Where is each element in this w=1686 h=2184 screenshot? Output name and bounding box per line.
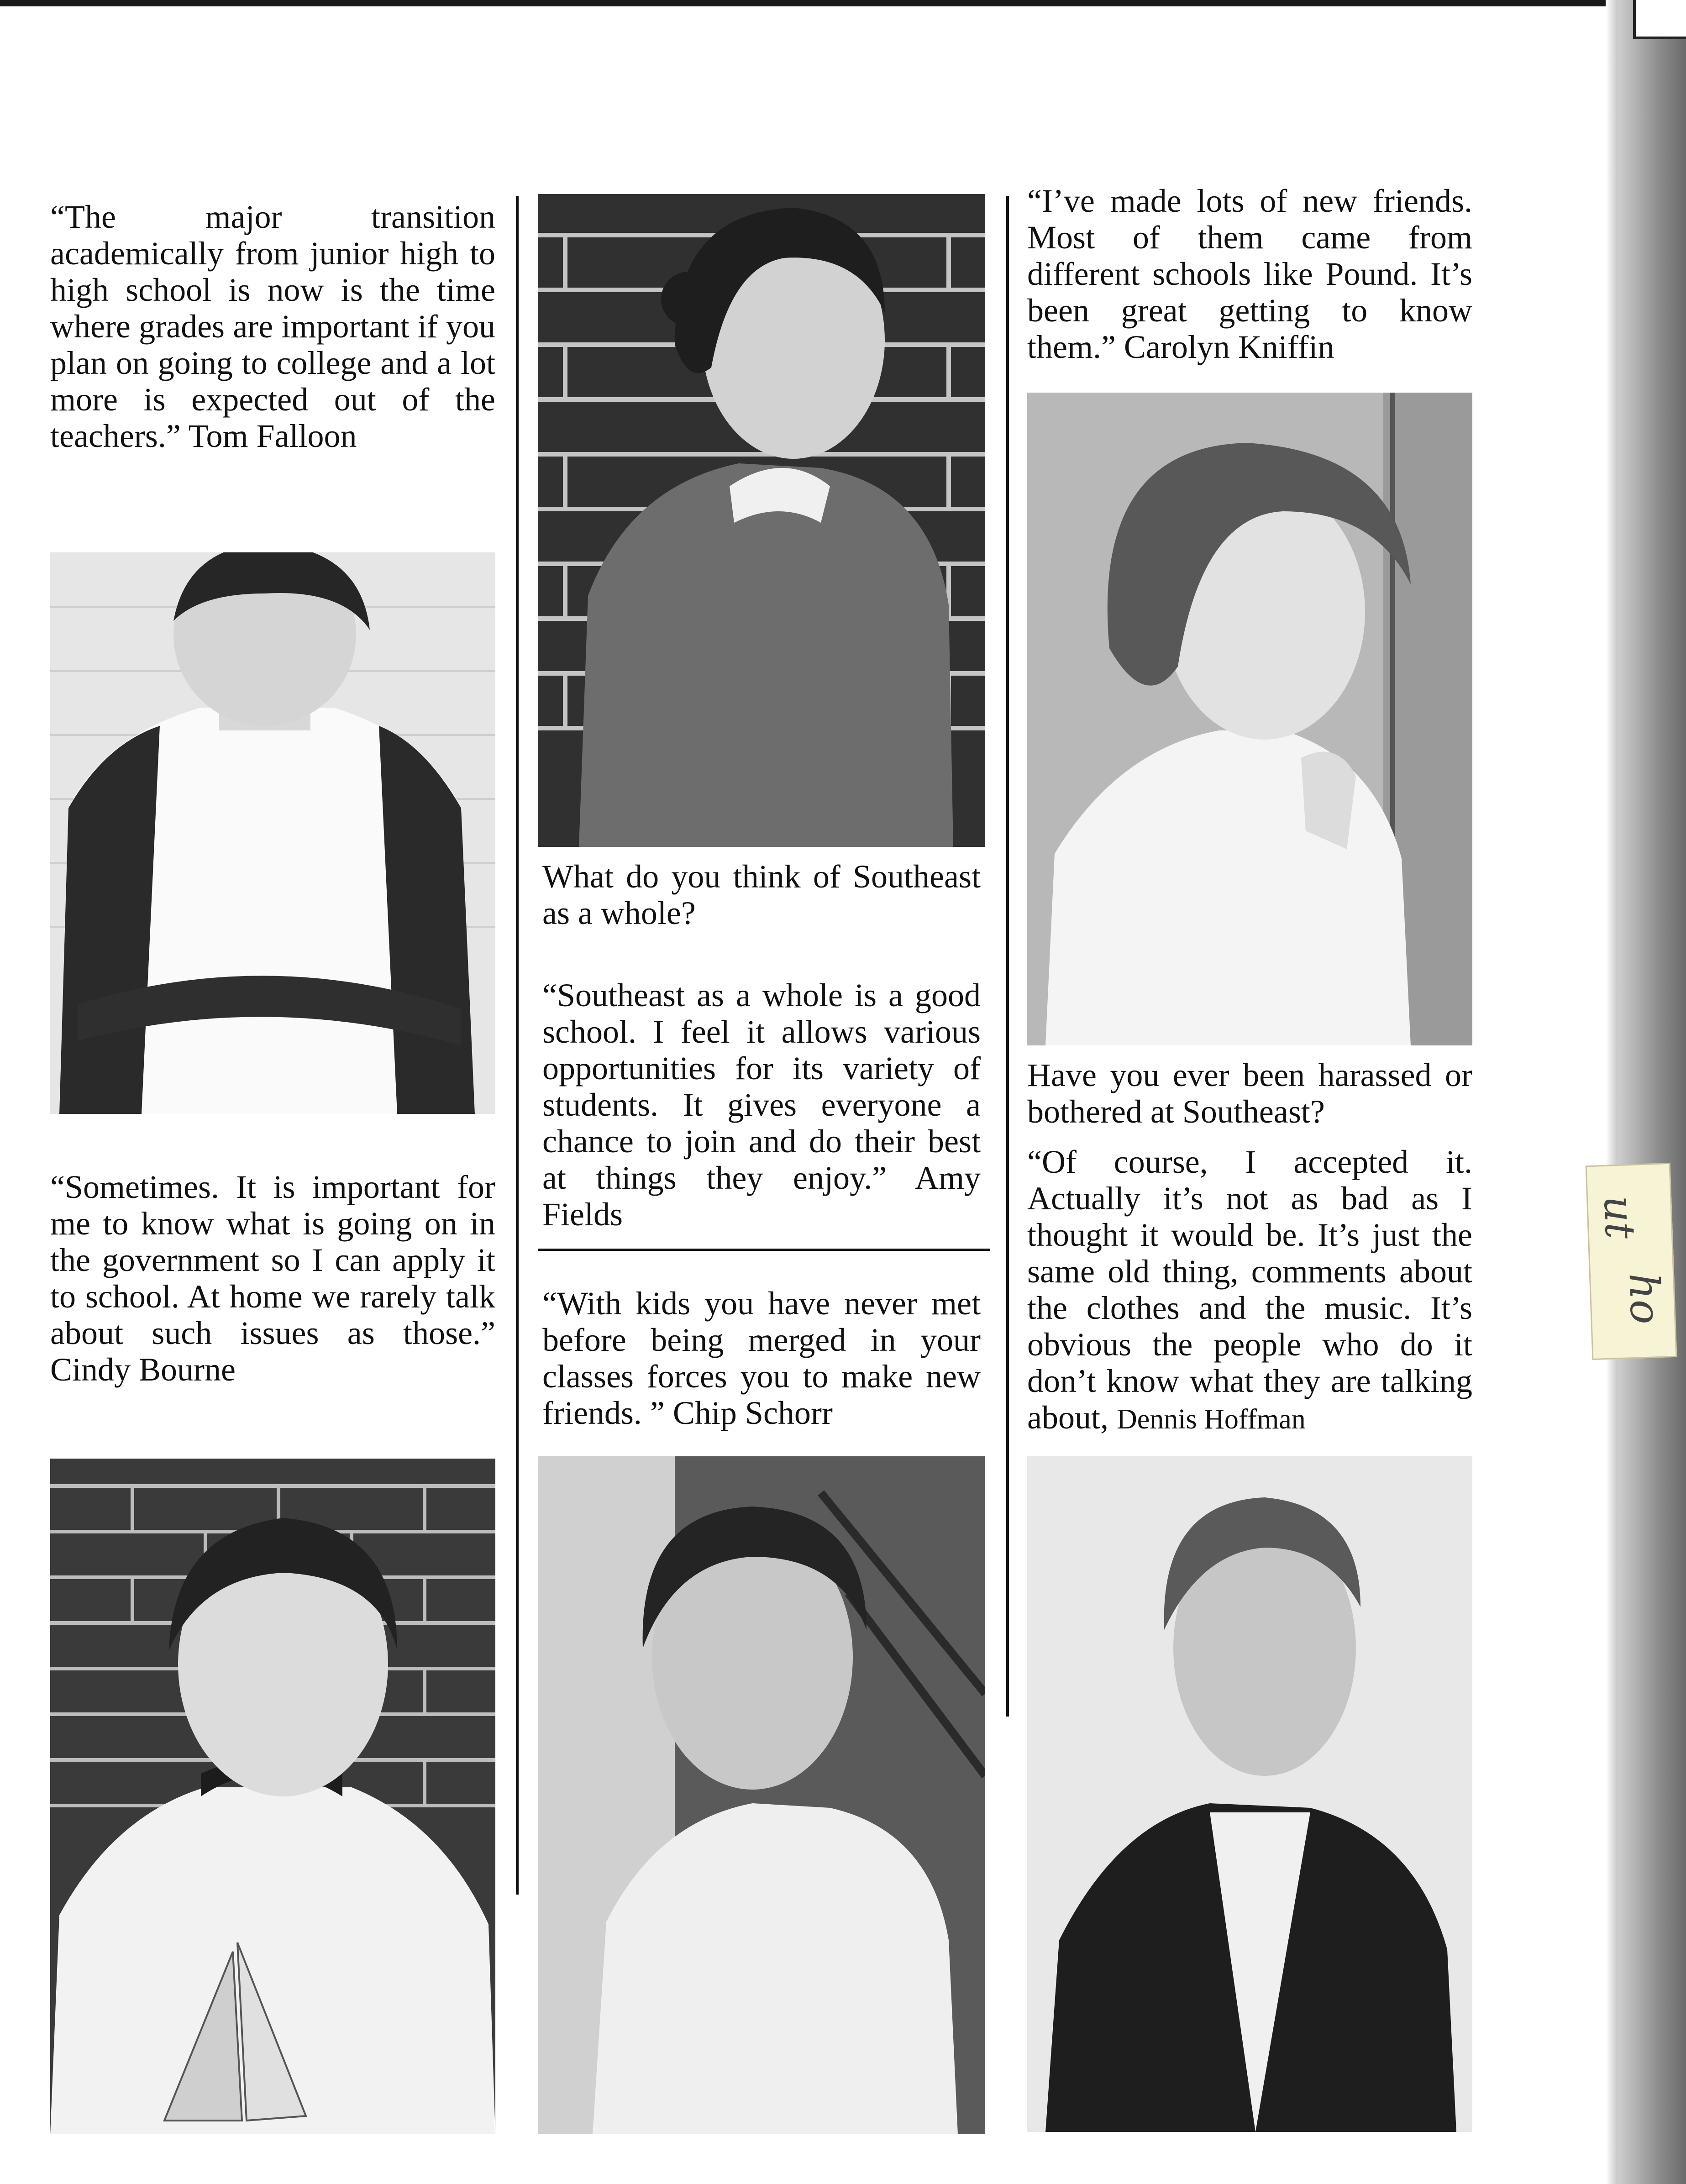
quote-tom-falloon	[50, 199, 495, 454]
question-text: What do you think of Southeast as a whole?	[542, 858, 981, 931]
photo-chip-schorr	[538, 1456, 985, 2134]
question-text: Have you ever been harassed or bothered at Southeast?	[1027, 1057, 1472, 1130]
page-top-edge	[0, 0, 1686, 6]
quote-chip-schorr	[542, 1285, 981, 1431]
divider-rule-middle	[538, 1249, 990, 1251]
sticky-note	[1586, 1163, 1677, 1360]
quote-author: Cindy Bourne	[50, 1351, 236, 1388]
quote-text: “Sometimes. It is important for me to know what is going on in the government so I can apply it to school. At home we rarely talk about such issues as those.”	[50, 1169, 495, 1351]
quote-amy-fields	[542, 977, 981, 1233]
sticky-note-line-1: ut	[1594, 1195, 1644, 1240]
quote-author: Dennis Hoffman	[1116, 1404, 1306, 1435]
quote-author: Carolyn Kniffin	[1124, 329, 1334, 365]
question-harassed-bothered	[1027, 1057, 1472, 1130]
column-rule-right	[1006, 196, 1009, 1717]
quote-text: “With kids you have never met before being merged in your classes forces you to make new friends. ”	[542, 1285, 981, 1431]
photo-cindy-bourne	[50, 1459, 495, 2134]
binding-shadow	[1606, 0, 1618, 2184]
sticky-note-line-2: ho	[1619, 1272, 1670, 1325]
quote-text: “Of course, I accepted it. Actually it’s not as bad as I thought it would be. It’s just the same old thing, comments about the clothes and the music. It’s obvious the people who do it don’t know what they are talking about,	[1027, 1144, 1472, 1436]
photo-amy-fields	[538, 194, 985, 847]
quote-text: “I’ve made lots of new friends. Most of them came from different schools like Pound. It’s been great getting to know them.”	[1027, 183, 1472, 365]
photo-dennis-hoffman	[1027, 1456, 1472, 2132]
page-binding	[1618, 0, 1686, 2184]
quote-text: “Southeast as a whole is a good school. I feel it allows various opportunities for its variety of students. It gives everyone a chance to join and do their best at things they enjoy.”	[542, 977, 981, 1196]
quote-author: Amy Fields	[542, 1160, 981, 1233]
corner-tab	[1633, 0, 1686, 39]
quote-author: Chip Schorr	[672, 1395, 833, 1431]
quote-dennis-hoffman	[1027, 1144, 1472, 1438]
quote-text: “The major transition academically from junior high to high school is now is the time where grades are important if you plan on going to college and a lot more is expected out of the teachers.”	[50, 199, 495, 454]
photo-tom-falloon	[50, 552, 495, 1114]
question-southeast-as-whole	[542, 858, 981, 931]
quote-cindy-bourne	[50, 1169, 495, 1388]
photo-carolyn-kniffin	[1027, 393, 1472, 1045]
quote-carolyn-kniffin	[1027, 183, 1472, 365]
quote-author: Tom Falloon	[188, 418, 357, 454]
column-rule-left	[516, 196, 519, 1895]
